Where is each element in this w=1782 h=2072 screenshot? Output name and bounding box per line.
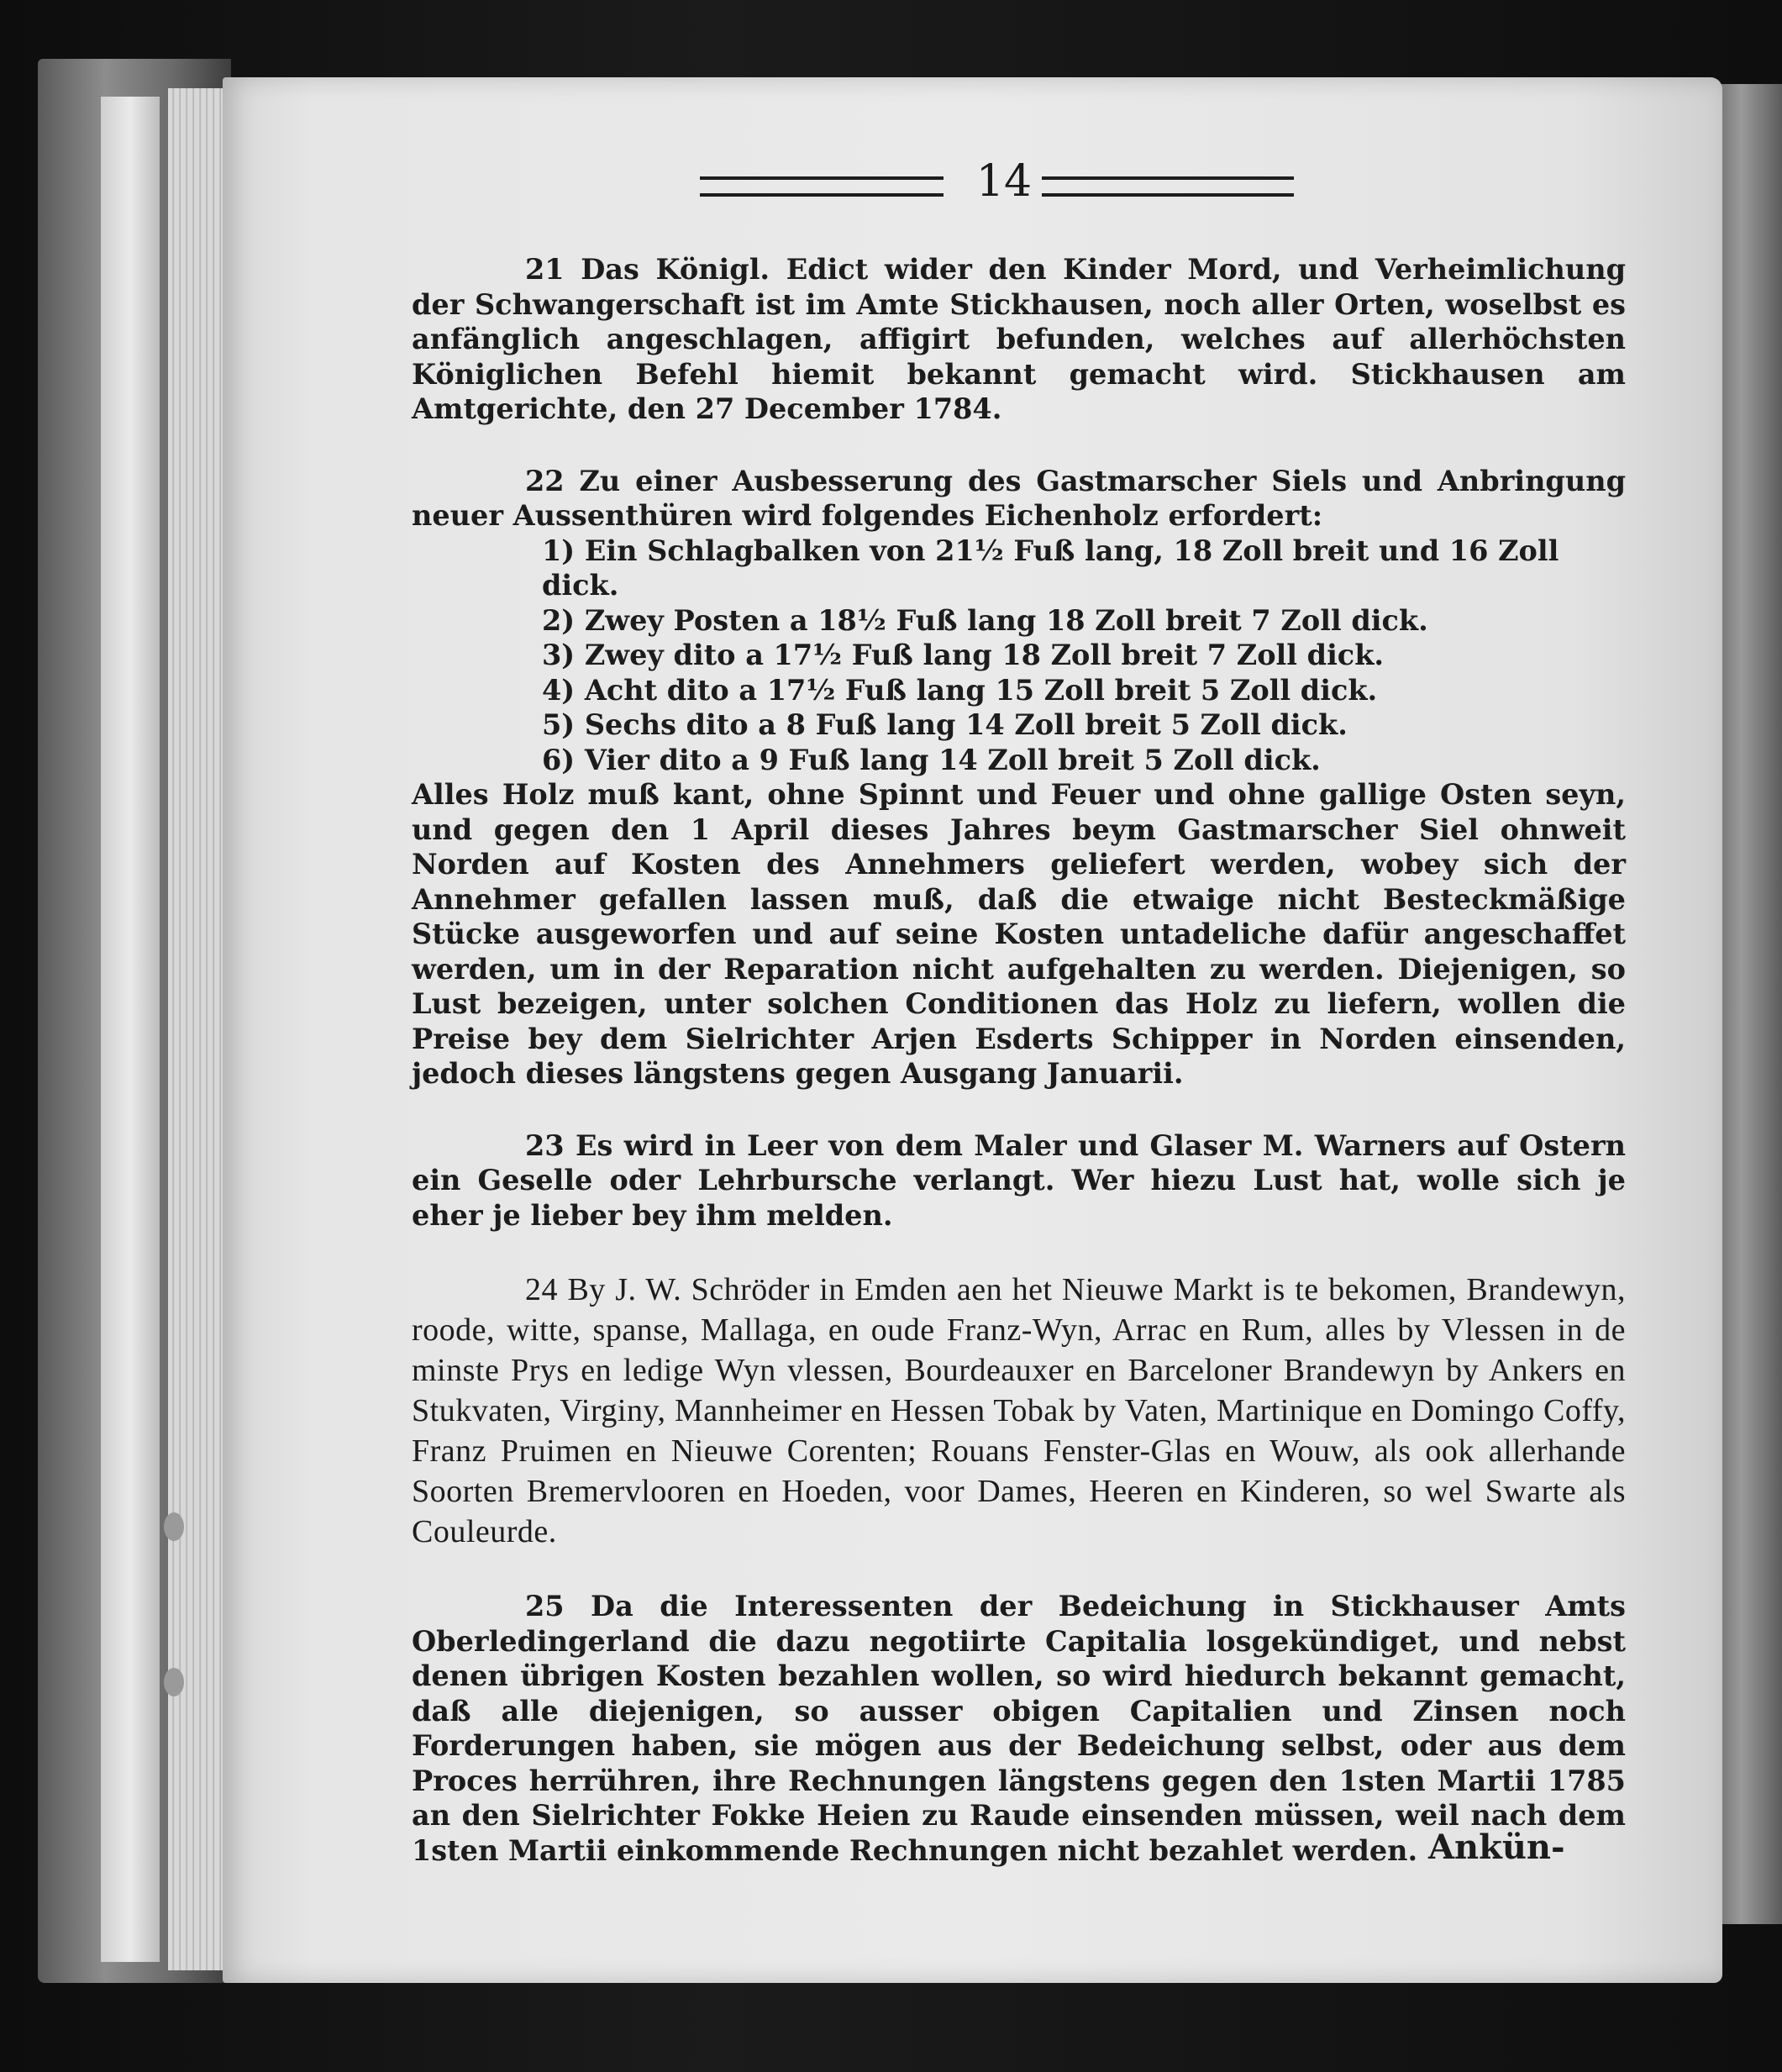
notice-paragraph: 25 Da die Interessenten der Bedeichung in Stickhauser Amts Oberledingerland die dazu negotiirte Capitalia losgekündiget, und nebst denen übrigen Kosten bezahlen wollen, so wird hiedurch bekannt gemacht, daß alle diejenigen, so ausser obigen Capitalien und Zinsen noch Forderungen haben, sie mögen aus der Bedeichung selbst, oder aus dem Proces herrühren, ihre Rechnungen längstens gegen den 1sten Martii 1785 an den Sielrichter Fokke Heien zu Raude einsenden müssen, weil nach dem 1sten Martii einkommende Rechnungen nicht bezahlet werden. bbox=[412, 1590, 1626, 1867]
list-item: 4) Acht dito a 17½ Fuß lang 15 Zoll breit 5 Zoll dick. bbox=[542, 673, 1378, 707]
notice-25 bbox=[412, 1589, 1626, 1868]
list-item: 6) Vier dito a 9 Fuß lang 14 Zoll breit 5 Zoll dick. bbox=[542, 743, 1321, 776]
list-item: 1) Ein Schlagbalken von 21½ Fuß lang, 18 Zoll breit und 16 Zoll dick. bbox=[542, 534, 1559, 602]
notice-paragraph: 23 Es wird in Leer von dem Maler und Glaser M. Warners auf Ostern ein Geselle oder Lehrbursche verlangt. Wer hiezu Lust hat, wolle sich je eher je lieber bey ihm melden. bbox=[412, 1128, 1626, 1232]
notice-21 bbox=[412, 252, 1626, 427]
timber-list bbox=[412, 534, 1626, 778]
header-rule-right bbox=[1042, 176, 1294, 197]
list-item: 5) Sechs dito a 8 Fuß lang 14 Zoll breit 5 Zoll dick. bbox=[542, 708, 1348, 741]
facing-page-edge bbox=[1714, 84, 1782, 1924]
page-number: 14 bbox=[975, 156, 1033, 207]
binding-hole bbox=[164, 1512, 184, 1541]
book-spine-inner bbox=[101, 97, 160, 1962]
header-rule-left bbox=[700, 176, 944, 197]
notice-paragraph: 21 Das Königl. Edict wider den Kinder Mord, und Verheimlichung der Schwangerschaft ist im Amte Stickhausen, noch aller Orten, woselbst es anfänglich angeschlagen, affigirt befunden, welches auf allerhöchsten Königlichen Befehl hiemit bekannt gemacht wird. Stickhausen am Amtgerichte, den 27 December 1784. bbox=[412, 253, 1626, 425]
notice-24 bbox=[412, 1270, 1626, 1552]
notice-23 bbox=[412, 1128, 1626, 1233]
list-item: 2) Zwey Posten a 18½ Fuß lang 18 Zoll breit 7 Zoll dick. bbox=[542, 603, 1428, 637]
list-item: 3) Zwey dito a 17½ Fuß lang 18 Zoll breit 7 Zoll dick. bbox=[542, 639, 1385, 671]
notice-22 bbox=[412, 464, 1626, 1091]
binding-hole bbox=[164, 1668, 184, 1696]
notice-outro: Alles Holz muß kant, ohne Spinnt und Feuer und ohne gallige Osten seyn, und gegen den 1 April dieses Jahres beym Gastmarscher Siel ohnweit Norden auf Kosten des Annehmers geliefert werden, wobey sich der Annehmer gefallen lassen muß, daß die etwaige nicht Besteckmäßige Stücke ausgeworfen und auf seine Kosten untadeliche dafür angeschaffet werden, um in der Reparation nicht aufgehalten zu werden. Diejenigen, so Lust bezeigen, unter solchen Conditionen das Holz zu liefern, wollen die Preise bey dem Sielrichter Arjen Esderts Schipper in Norden einsenden, jedoch dieses längstens gegen Ausgang Januarii. bbox=[412, 778, 1626, 1090]
notice-intro: 22 Zu einer Ausbesserung des Gastmarscher Siels und Anbringung neuer Aussenthüren wird folgendes Eichenholz erfordert: bbox=[412, 464, 1626, 532]
notice-paragraph: 24 By J. W. Schröder in Emden aen het Nieuwe Markt is te bekomen, Brandewyn, roode, witte, spanse, Mallaga, en oude Franz-Wyn, Arrac en Rum, alles by Vlessen in de minste Prys en ledige Wyn vlessen, Bourdeauxer en Barceloner Brandewyn by Ankers en Stukvaten, Virginy, Mannheimer en Hessen Tobak by Vaten, Martinique en Domingo Coffy, Franz Pruimen en Nieuwe Corenten; Rouans Fenster-Glas en Wouw, als ook allerhande Soorten Bremervlooren en Hoeden, voor Dames, Heeren en Kinderen, so wel Swarte als Couleurde. bbox=[412, 1272, 1626, 1549]
page-body bbox=[412, 252, 1626, 1905]
catchword: Ankün- bbox=[1428, 1827, 1565, 1867]
